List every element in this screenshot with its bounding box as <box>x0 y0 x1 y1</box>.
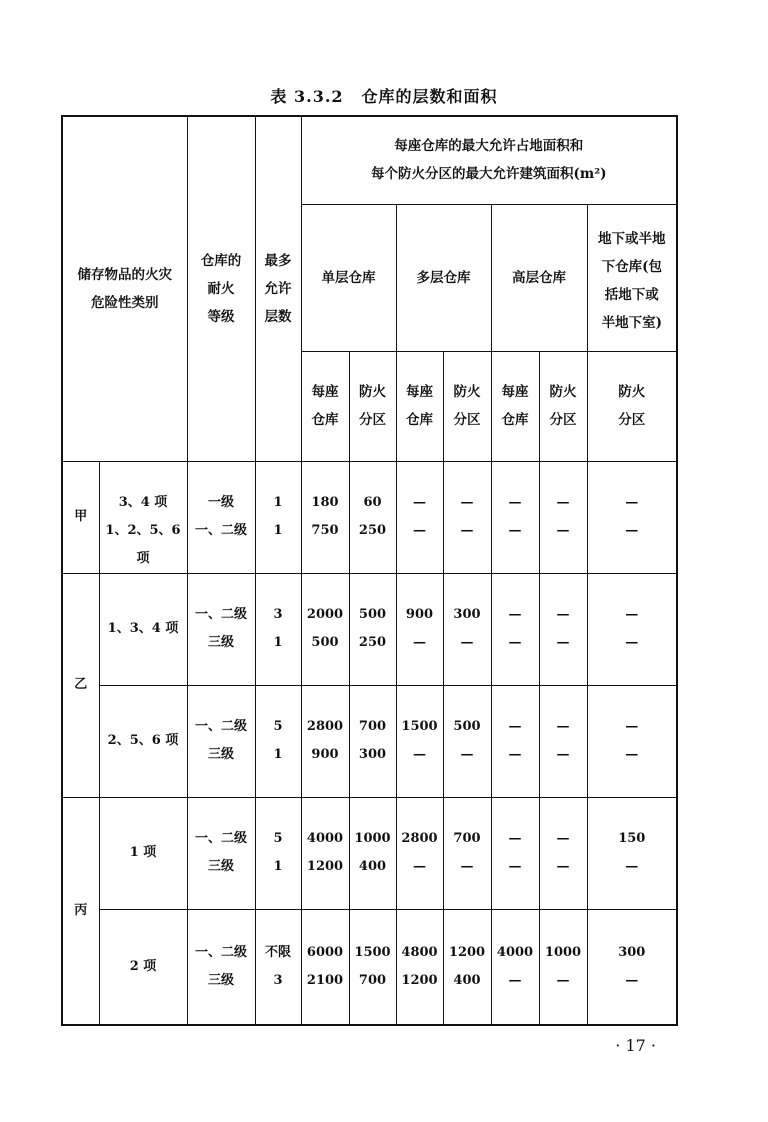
header-max-floors: 最多 允许 层数 <box>255 116 301 461</box>
multi-fire-zone-cell: — — <box>443 461 491 573</box>
single-fire-zone-cell: 700 300 <box>349 685 396 797</box>
single-fire-zone-cell: 60 250 <box>349 461 396 573</box>
header-high-per-warehouse: 每座 仓库 <box>491 351 539 461</box>
fire-rating-cell: 一级 一、二级 <box>187 461 255 573</box>
multi-warehouse-cell: — — <box>396 461 443 573</box>
table-row <box>62 461 677 573</box>
max-floors-cell: 不限 3 <box>255 909 301 1025</box>
multi-warehouse-cell: 1500 — <box>396 685 443 797</box>
table-number: 表 3.3.2 <box>270 87 344 106</box>
table-row <box>62 909 677 1025</box>
high-warehouse-cell: — — <box>491 797 539 909</box>
fire-rating-cell: 一、二级 三级 <box>187 573 255 685</box>
table-row <box>62 797 677 909</box>
high-warehouse-cell: 4000 — <box>491 909 539 1025</box>
high-warehouse-cell: — — <box>491 685 539 797</box>
single-warehouse-cell: 6000 2100 <box>301 909 349 1025</box>
single-warehouse-cell: 2000 500 <box>301 573 349 685</box>
table-title <box>0 84 768 107</box>
underground-fire-zone-cell: — — <box>587 461 677 573</box>
single-warehouse-cell: 4000 1200 <box>301 797 349 909</box>
header-single-per-warehouse: 每座 仓库 <box>301 351 349 461</box>
high-warehouse-cell: — — <box>491 461 539 573</box>
single-warehouse-cell: 2800 900 <box>301 685 349 797</box>
underground-fire-zone-cell: 300 — <box>587 909 677 1025</box>
high-fire-zone-cell: 1000 — <box>539 909 587 1025</box>
fire-rating-cell: 一、二级 三级 <box>187 909 255 1025</box>
header-category: 储存物品的火灾 危险性类别 <box>62 116 187 461</box>
header-fire-rating: 仓库的 耐火 等级 <box>187 116 255 461</box>
underground-fire-zone-cell: — — <box>587 685 677 797</box>
header-single-storey: 单层仓库 <box>301 204 396 351</box>
table-row <box>62 685 677 797</box>
item-cell: 2、5、6 项 <box>99 685 187 797</box>
multi-fire-zone-cell: 300 — <box>443 573 491 685</box>
high-warehouse-cell: — — <box>491 573 539 685</box>
header-multi-storey: 多层仓库 <box>396 204 491 351</box>
category-cell: 乙 <box>62 573 99 797</box>
item-cell: 2 项 <box>99 909 187 1025</box>
high-fire-zone-cell: — — <box>539 461 587 573</box>
page-number: · 17 · <box>615 1036 656 1055</box>
header-underground-fire-zone: 防火 分区 <box>587 351 677 461</box>
warehouse-floors-area-table <box>61 115 678 1026</box>
max-floors-cell: 1 1 <box>255 461 301 573</box>
high-fire-zone-cell: — — <box>539 797 587 909</box>
header-single-fire-zone: 防火 分区 <box>349 351 396 461</box>
item-cell: 1 项 <box>99 797 187 909</box>
fire-rating-cell: 一、二级 三级 <box>187 685 255 797</box>
multi-fire-zone-cell: 700 — <box>443 797 491 909</box>
max-floors-cell: 3 1 <box>255 573 301 685</box>
header-multi-fire-zone: 防火 分区 <box>443 351 491 461</box>
table-title-text: 仓库的层数和面积 <box>361 87 498 106</box>
multi-warehouse-cell: 900 — <box>396 573 443 685</box>
item-cell: 1、3、4 项 <box>99 573 187 685</box>
multi-fire-zone-cell: 1200 400 <box>443 909 491 1025</box>
header-underground: 地下或半地 下仓库(包 括地下或 半地下室) <box>587 204 677 351</box>
underground-fire-zone-cell: — — <box>587 573 677 685</box>
table-row <box>62 573 677 685</box>
high-fire-zone-cell: — — <box>539 685 587 797</box>
single-fire-zone-cell: 1000 400 <box>349 797 396 909</box>
underground-fire-zone-cell: 150 — <box>587 797 677 909</box>
max-floors-cell: 5 1 <box>255 797 301 909</box>
single-fire-zone-cell: 500 250 <box>349 573 396 685</box>
fire-rating-cell: 一、二级 三级 <box>187 797 255 909</box>
header-max-area: 每座仓库的最大允许占地面积和 每个防火分区的最大允许建筑面积(m²) <box>301 116 677 204</box>
high-fire-zone-cell: — — <box>539 573 587 685</box>
header-high-rise: 高层仓库 <box>491 204 587 351</box>
single-warehouse-cell: 180 750 <box>301 461 349 573</box>
header-high-fire-zone: 防火 分区 <box>539 351 587 461</box>
multi-fire-zone-cell: 500 — <box>443 685 491 797</box>
max-floors-cell: 5 1 <box>255 685 301 797</box>
category-cell: 丙 <box>62 797 99 1025</box>
item-cell: 3、4 项 1、2、5、6 项 <box>99 461 187 573</box>
multi-warehouse-cell: 4800 1200 <box>396 909 443 1025</box>
multi-warehouse-cell: 2800 — <box>396 797 443 909</box>
category-cell: 甲 <box>62 461 99 573</box>
single-fire-zone-cell: 1500 700 <box>349 909 396 1025</box>
header-multi-per-warehouse: 每座 仓库 <box>396 351 443 461</box>
